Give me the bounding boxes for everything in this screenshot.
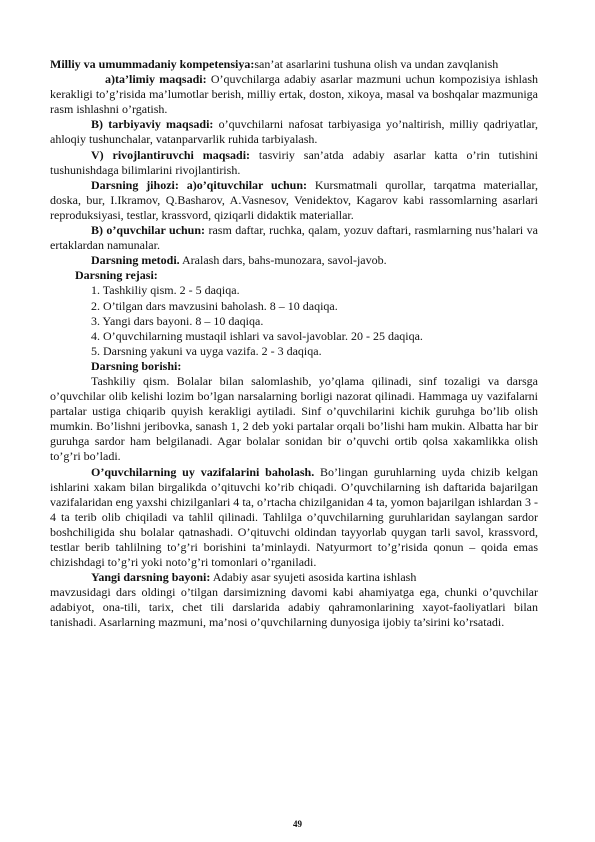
upbringing-aim-label: B) tarbiyaviy maqsadi: [91, 117, 214, 132]
new-lesson-text: Adabiy asar syujeti asosida kartina ishlash [210, 570, 417, 585]
student-equipment-label: B) o’quvchilar uchun: [91, 223, 206, 238]
upbringing-aim-paragraph [50, 117, 538, 147]
organizational-paragraph: Tashkiliy qism. Bolalar bilan salomlashib, yo’qlama qilinadi, sinf tozaligi va darsga o’quvchilar olib kelishi lozim bo’lgan narsalarning borligi nazorat qilinadi. Hammaga uy vazifalarni partalar ustiga chiqarib quyish kerakligi aytiladi. Sinf o’quvchilarini kichik guruhga bo’lib olish mumkin. Bo’lishni jeribovka, sanash 1, 2 deb yoki partalar orqali bo’lishi ham mukin. Albatta har bir guruhga sardor ham belgilanadi. Agar bolalar sonidan bir o’quvchi ortib qolsa xakamlikka olish to’g’ri bo’ladi. [50, 373, 538, 464]
plan-item: 2. O’tilgan dars mavzusini baholash. 8 – 10 daqiqa. [91, 298, 338, 313]
upbringing-aim-text: o’quvchilarni nafosat tarbiyasiga yo’naltirish, milliy qadriyatlar, ahloqiy tushunchalar, vatanparvarlik ruhida tarbiyalash. [50, 117, 538, 147]
plan-item: 3. Yangi dars bayoni. 8 – 10 daqiqa. [91, 313, 264, 328]
developmental-aim-label: V) rivojlantiruvchi maqsadi: [91, 147, 251, 162]
method-text: Aralash dars, bahs-munozara, savol-javob. [179, 253, 387, 268]
developmental-aim-text: tasviriy san’atda adabiy asarlar katta o’rin tutishini tushunishdaga bilimlarini rivojlantirish. [50, 147, 538, 177]
homework-evaluation-text: Bo’lingan guruhlarning uyda chizib kelgan ishlarini xakam bilan birgalikda o’qituvchi ko’rib chiqadi. O’quvchilarning ish daftarida bajarilgan vazifalaridan eng yaxshi chizilganlari 4 ta, o’rtacha chizilganidan 4 ta, yomon bajarilgan ishlardan 3 - 4 ta terib olib chiqiladi va tahlil qilinadi. Tahlilga o’quvchilarning guruhlaridan saylangan sardor boshchiligida shu bolalar qatnashadi. O’qituvchi oldindan tayyorlab quygan tarli savol, krassvord, testlar berib tahlilning to’g’ri borishini ta’minlaydi. Natyurmort to’g’risida qonun – qoida emas chizishdagi to’g’ri yoki noto’g’ri tomonlari o’rganiladi. [50, 464, 538, 570]
document-page [50, 57, 538, 631]
student-equipment-paragraph [50, 223, 538, 253]
new-lesson-paragraph [50, 570, 538, 585]
competence-paragraph [50, 57, 538, 72]
plan-item: 4. O’quvchilarning mustaqil ishlari va savol-javoblar. 20 - 25 daqiqa. [91, 328, 423, 343]
plan-item: 5. Darsning yakuni va uyga vazifa. 2 - 3 daqiqa. [91, 343, 322, 358]
educational-aim-label: a)ta’limiy maqsadi: [105, 72, 207, 87]
teacher-equipment-paragraph [50, 178, 538, 223]
new-lesson-continuation: mavzusidagi dars oldingi o’tilgan darsimizning davomi kabi ahamiyatga ega, chunki o’quvchilar adabiyot, ona-tili, tarix, chet tili darslarida adabiy qahramonlarining xayot-faoliyatlari bilan tanishadi. Asarlarning mazmuni, ma’nosi o’quvchilarning dunyosiga ijobiy ta’sirini ko’rsatadi. [50, 585, 538, 630]
educational-aim-text: O’quvchilarga adabiy asarlar mazmuni uchun kompozisiya ishlash kerakligi to’g’risida ma’lumotlar berish, milliy ertak, doston, xikoya, masal va boshqalar mazmuniga rasm ishlashni o’rgatish. [50, 72, 538, 117]
homework-evaluation-label: O’quvchilarning uy vazifalarini baholash. [91, 464, 315, 479]
plan-item: 1. Tashkiliy qism. 2 - 5 daqiqa. [91, 283, 240, 298]
teacher-equipment-text: Kursmatmali qurollar, tarqatma materiallar, doska, bur, I.Ikramov, Q.Basharov, A.Vasnesov, Venidektov, Kagarov kabi rassomlarning asarlari reproduksiyasi, testlar, krassvord, qiziqarli didaktik materiallar. [50, 177, 538, 222]
educational-aim-paragraph [50, 72, 538, 117]
student-equipment-text: rasm daftar, ruchka, qalam, yozuv daftari, rasmlarning nus’halari va ertaklardan namunalar. [50, 223, 538, 253]
teacher-equipment-label: Darsning jihozi: a)o’qituvchilar uchun: [91, 177, 307, 192]
new-lesson-label: Yangi darsning bayoni: [91, 570, 211, 585]
homework-evaluation-paragraph [50, 465, 538, 571]
competence-label: Milliy va umummadaniy kompetensiya: [50, 57, 255, 71]
course-heading: Darsning borishi: [91, 358, 182, 373]
method-label: Darsning metodi. [91, 253, 180, 268]
developmental-aim-paragraph [50, 148, 538, 178]
method-paragraph [50, 253, 538, 268]
plan-heading: Darsning rejasi: [75, 268, 158, 283]
competence-text: san’at asarlarini tushuna olish va undan zavqlanish [254, 57, 499, 71]
page-number: 49 [293, 819, 302, 829]
